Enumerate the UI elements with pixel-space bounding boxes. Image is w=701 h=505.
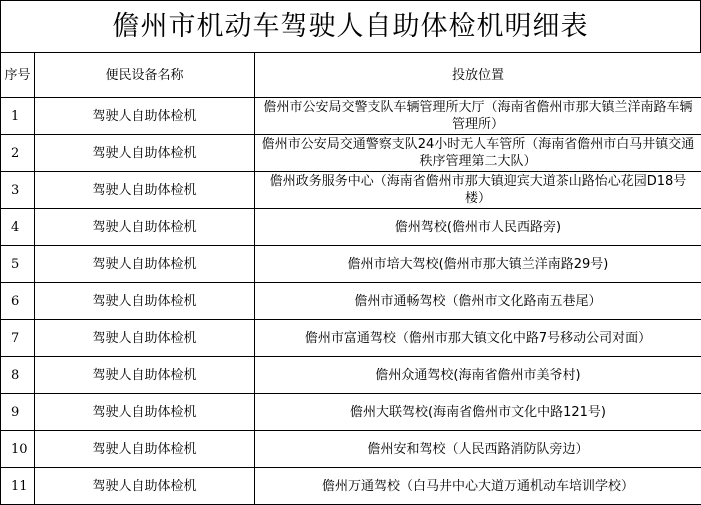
row-device: 驾驶人自助体检机 bbox=[35, 394, 255, 431]
row-device: 驾驶人自助体检机 bbox=[35, 98, 255, 135]
row-device: 驾驶人自助体检机 bbox=[35, 283, 255, 320]
row-index: 9 bbox=[1, 394, 35, 431]
row-location: 儋州安和驾校（人民西路消防队旁边） bbox=[255, 431, 701, 468]
row-index: 5 bbox=[1, 246, 35, 283]
table-row bbox=[1, 246, 701, 283]
row-location: 儋州市通畅驾校（儋州市文化路南五巷尾） bbox=[255, 283, 701, 320]
row-index: 3 bbox=[1, 172, 35, 209]
header-location: 投放位置 bbox=[255, 53, 701, 98]
row-index: 8 bbox=[1, 357, 35, 394]
row-device: 驾驶人自助体检机 bbox=[35, 468, 255, 505]
row-device: 驾驶人自助体检机 bbox=[35, 246, 255, 283]
row-index: 10 bbox=[1, 431, 35, 468]
header-device: 便民设备名称 bbox=[35, 53, 255, 98]
row-location: 儋州大联驾校(海南省儋州市文化中路121号) bbox=[255, 394, 701, 431]
device-table bbox=[0, 52, 701, 505]
table-row bbox=[1, 209, 701, 246]
table-body bbox=[1, 98, 701, 505]
row-index: 2 bbox=[1, 135, 35, 172]
table-row bbox=[1, 283, 701, 320]
table-row bbox=[1, 320, 701, 357]
table-row bbox=[1, 172, 701, 209]
row-location: 儋州市富通驾校（儋州市那大镇文化中路7号移动公司对面） bbox=[255, 320, 701, 357]
table-row bbox=[1, 357, 701, 394]
row-device: 驾驶人自助体检机 bbox=[35, 209, 255, 246]
table-row bbox=[1, 394, 701, 431]
row-index: 1 bbox=[1, 98, 35, 135]
row-location: 儋州万通驾校（白马井中心大道万通机动车培训学校） bbox=[255, 468, 701, 505]
row-location: 儋州市培大驾校(儋州市那大镇兰洋南路29号) bbox=[255, 246, 701, 283]
row-location: 儋州市公安局交警支队车辆管理所大厅（海南省儋州市那大镇兰洋南路车辆管理所） bbox=[255, 98, 701, 135]
row-index: 7 bbox=[1, 320, 35, 357]
row-device: 驾驶人自助体检机 bbox=[35, 357, 255, 394]
row-device: 驾驶人自助体检机 bbox=[35, 320, 255, 357]
table-row bbox=[1, 431, 701, 468]
table-row bbox=[1, 98, 701, 135]
table-header bbox=[1, 53, 701, 98]
row-location: 儋州驾校(儋州市人民西路旁) bbox=[255, 209, 701, 246]
row-index: 4 bbox=[1, 209, 35, 246]
row-location: 儋州政务服务中心（海南省儋州市那大镇迎宾大道茶山路怡心花园D18号楼） bbox=[255, 172, 701, 209]
row-location: 儋州众通驾校(海南省儋州市美爷村) bbox=[255, 357, 701, 394]
row-index: 6 bbox=[1, 283, 35, 320]
table-row bbox=[1, 468, 701, 505]
table-row bbox=[1, 135, 701, 172]
row-device: 驾驶人自助体检机 bbox=[35, 172, 255, 209]
header-index: 序号 bbox=[1, 53, 35, 98]
row-index: 11 bbox=[1, 468, 35, 505]
row-location: 儋州市公安局交通警察支队24小时无人车管所（海南省儋州市白马井镇交通秩序管理第二大队） bbox=[255, 135, 701, 172]
header-row bbox=[1, 53, 701, 98]
row-device: 驾驶人自助体检机 bbox=[35, 135, 255, 172]
table-title: 儋州市机动车驾驶人自助体检机明细表 bbox=[0, 0, 701, 52]
row-device: 驾驶人自助体检机 bbox=[35, 431, 255, 468]
